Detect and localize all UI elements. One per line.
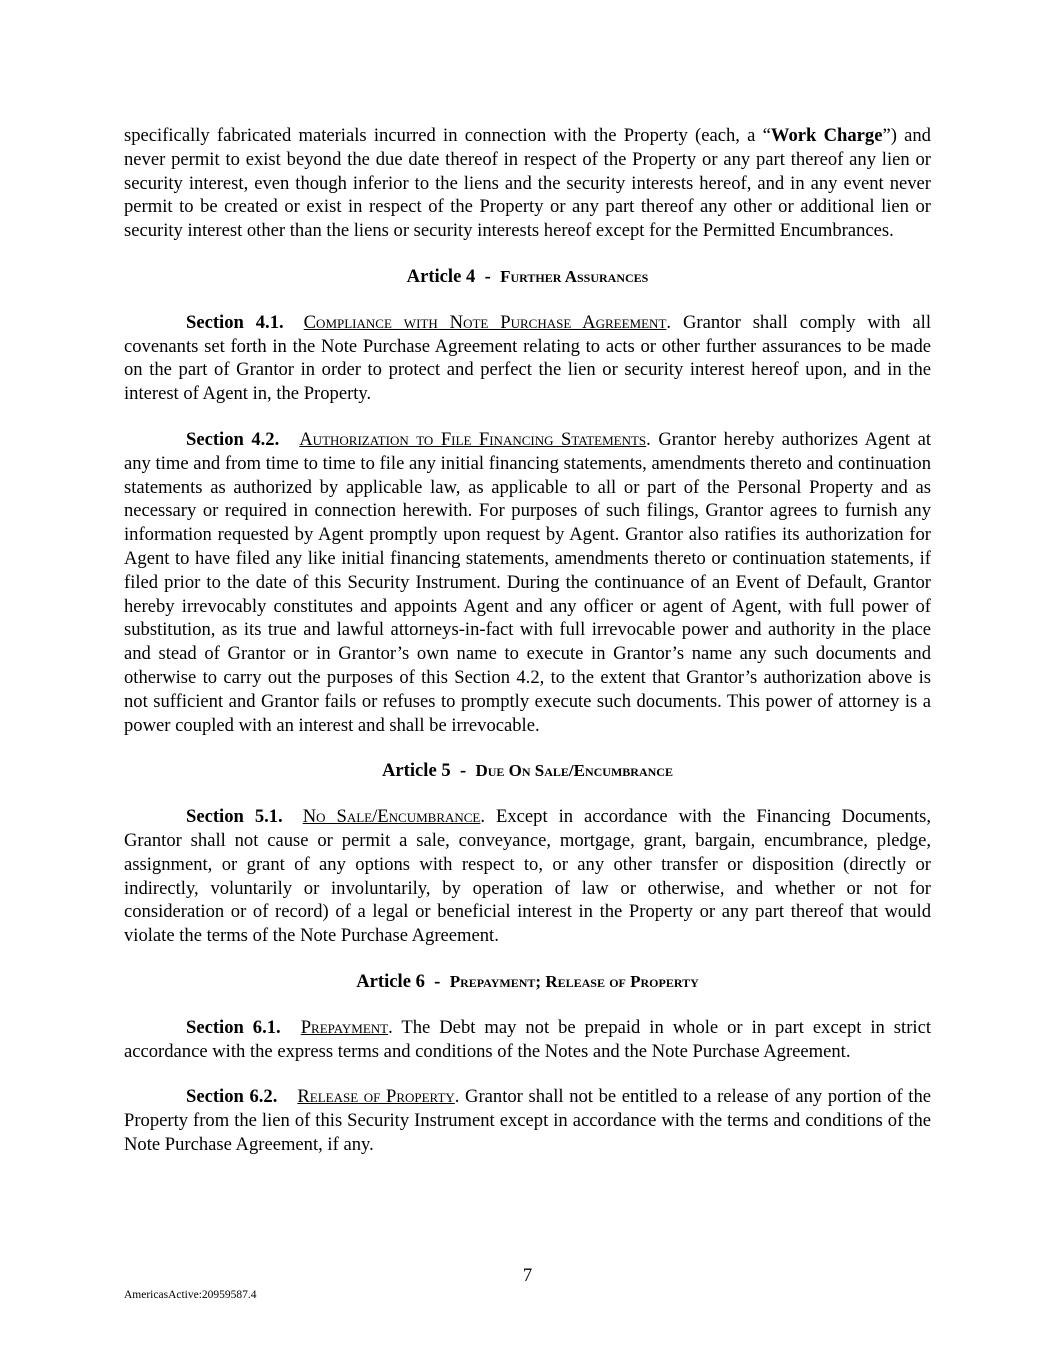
section-6-2-title: Release of Property xyxy=(297,1086,455,1108)
article-6-title: Prepayment; Release of Property xyxy=(449,971,699,991)
section-4-2-label: Section 4.2. xyxy=(186,428,280,450)
section-5-1-label: Section 5.1. xyxy=(186,806,283,828)
section-4-1-title: Compliance with Note Purchase Agreement xyxy=(303,311,667,333)
section-6-1-title: Prepayment xyxy=(300,1016,389,1038)
article-5-title: Due On Sale/Encumbrance xyxy=(475,761,673,781)
section-4-1 xyxy=(124,311,931,406)
intro-text-b: ”) and never permit to exist beyond the due date thereof in respect of the Property or any part thereof any lien or security interest, even though inferior to the liens and the security interests hereof, and in any event never permit to be created or exist in respect of the Property or any part thereof any other or additional lien or security interest other than the liens or security interests hereof except for the Permitted Encumbrances. xyxy=(124,125,931,242)
defined-term-work-charge: Work Charge xyxy=(770,125,883,146)
section-4-2-title: Authorization to File Financing Statements xyxy=(299,428,647,450)
intro-paragraph xyxy=(124,124,931,243)
article-4-label: Article 4 - xyxy=(406,265,501,287)
page-number: 7 xyxy=(522,1265,533,1286)
section-6-2-label: Section 6.2. xyxy=(186,1086,278,1108)
article-6-heading xyxy=(124,970,931,994)
section-5-1-body: . Except in accordance with the Financing Documents, Grantor shall not cause or permit a sale, conveyance, mortgage, grant, bargain, encumbrance, pledge, assignment, or grant of any options with respect to, or any other transfer or disposition (directly or indirectly, voluntarily or involuntarily, by operation of law or otherwise, and whether or not for consideration or of record) of a legal or beneficial interest in the Property or any part thereof that would violate the terms of the Note Purchase Agreement. xyxy=(124,806,931,947)
article-4-heading xyxy=(124,265,931,289)
article-5-label: Article 5 - xyxy=(382,760,476,782)
intro-text-a: specifically fabricated materials incurred in connection with the Property (each, a “ xyxy=(124,125,771,146)
section-6-2-body: . Grantor shall not be entitled to a release of any portion of the Property from the lien of this Security Instrument except in accordance with the terms and conditions of the Note Purchase Agreement, if any. xyxy=(124,1086,931,1155)
section-4-2-body: . Grantor hereby authorizes Agent at any time and from time to time to file any initial financing statements, amendments thereto and continuation statements as authorized by applicable law, as applicable to all or part of the Personal Property and as necessary or required in connection herewith. For purposes of such filings, Grantor agrees to furnish any information requested by Agent promptly upon request by Agent. Grantor also ratifies its authorization for Agent to have filed any like initial financing statements, amendments thereto or continuation statements, if filed prior to the date of this Security Instrument. During the continuance of an Event of Default, Grantor hereby irrevocably constitutes and appoints Agent and any officer or agent of Agent, with full power of substitution, as its true and lawful attorneys-in-fact with full irrevocable power and authority in the place and stead of Grantor or in Grantor’s own name to execute in Grantor’s name any such documents and otherwise to carry out the purposes of this Section 4.2, to the extent that Grantor’s authorization above is not sufficient and Grantor fails or refuses to promptly execute such documents. This power of attorney is a power coupled with an interest and shall be irrevocable. xyxy=(124,428,932,736)
article-4-title: Further Assurances xyxy=(500,266,649,286)
section-5-1-title: No Sale/Encumbrance xyxy=(302,806,481,828)
document-page xyxy=(124,124,931,1157)
section-4-1-body: . Grantor shall comply with all covenants set forth in the Note Purchase Agreement relating to acts or other further assurances to be made on the part of Grantor in order to protect and perfect the lien or security interest hereof upon, and in the interest of Agent in, the Property. xyxy=(124,311,931,405)
section-6-1-label: Section 6.1. xyxy=(186,1016,281,1038)
section-5-1 xyxy=(124,805,931,948)
section-6-2 xyxy=(124,1085,931,1156)
section-4-2 xyxy=(124,428,931,737)
article-5-heading xyxy=(124,759,931,783)
footer-document-id: AmericasActive:20959587.4 xyxy=(124,1289,257,1301)
section-6-1-body: . The Debt may not be prepaid in whole or in part except in strict accordance with the express terms and conditions of the Notes and the Note Purchase Agreement. xyxy=(124,1016,931,1062)
article-6-label: Article 6 - xyxy=(356,970,450,992)
section-6-1 xyxy=(124,1016,931,1064)
section-4-1-label: Section 4.1. xyxy=(186,311,284,333)
